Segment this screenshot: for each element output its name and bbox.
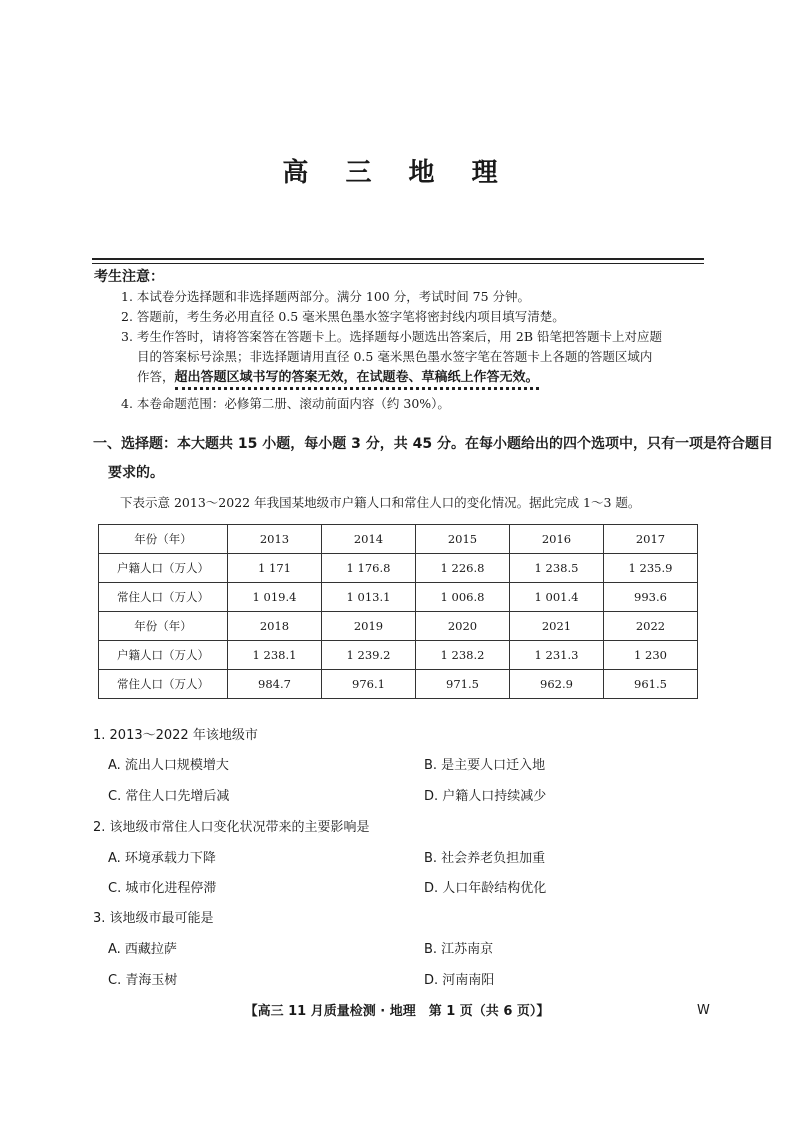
page-title: 高 三 地 理 xyxy=(282,158,512,188)
row-label-cell: 户籍人口（万人） xyxy=(99,554,228,583)
data-cell: 1 176.8 xyxy=(322,554,416,583)
table-row xyxy=(99,525,698,554)
notice-item-3-cont2 xyxy=(137,367,539,388)
data-cell: 984.7 xyxy=(228,670,322,699)
notice-heading: 考生注意： xyxy=(94,269,164,285)
data-cell: 1 013.1 xyxy=(322,583,416,612)
page-footer: 【高三 11 月质量检测 · 地理 第 1 页（共 6 页）】 xyxy=(244,1004,550,1019)
data-cell: 993.6 xyxy=(604,583,698,612)
population-table xyxy=(98,524,698,699)
corner-mark: W xyxy=(697,1003,710,1018)
q3-option-c: C. 青海玉树 xyxy=(108,973,178,988)
q2-option-d: D. 人口年龄结构优化 xyxy=(424,881,547,896)
header-divider-thin xyxy=(92,263,704,264)
notice-item-1: 1. 本试卷分选择题和非选择题两部分。满分 100 分，考试时间 75 分钟。 xyxy=(121,289,531,304)
data-cell: 2022 xyxy=(604,612,698,641)
data-cell: 1 231.3 xyxy=(510,641,604,670)
notice-item-4: 4. 本卷命题范围：必修第二册、滚动前面内容（约 30%）。 xyxy=(121,396,450,411)
data-cell: 1 226.8 xyxy=(416,554,510,583)
table-row xyxy=(99,583,698,612)
data-cell: 1 230 xyxy=(604,641,698,670)
data-cell: 2014 xyxy=(322,525,416,554)
data-cell: 1 019.4 xyxy=(228,583,322,612)
data-cell: 1 239.2 xyxy=(322,641,416,670)
data-cell: 2013 xyxy=(228,525,322,554)
data-cell: 2016 xyxy=(510,525,604,554)
q2-option-a: A. 环境承载力下降 xyxy=(108,851,216,866)
q2-option-b: B. 社会养老负担加重 xyxy=(424,851,546,866)
data-cell: 1 006.8 xyxy=(416,583,510,612)
row-label-cell: 年份（年） xyxy=(99,525,228,554)
data-cell: 961.5 xyxy=(604,670,698,699)
data-cell: 1 238.1 xyxy=(228,641,322,670)
table-row xyxy=(99,641,698,670)
q2-option-c: C. 城市化进程停滞 xyxy=(108,881,217,896)
q1-option-d: D. 户籍人口持续减少 xyxy=(424,789,547,804)
data-cell: 971.5 xyxy=(416,670,510,699)
row-label-cell: 户籍人口（万人） xyxy=(99,641,228,670)
header-divider xyxy=(92,258,704,260)
data-cell: 1 235.9 xyxy=(604,554,698,583)
question-1: 1. 2013～2022 年该地级市 xyxy=(93,728,258,743)
notice-item-3: 3. 考生作答时，请将答案答在答题卡上。选择题每小题选出答案后，用 2B 铅笔把答题卡上对应题 xyxy=(121,329,662,344)
table-row xyxy=(99,670,698,699)
data-cell: 2018 xyxy=(228,612,322,641)
q3-option-d: D. 河南南阳 xyxy=(424,973,495,988)
data-cell: 1 001.4 xyxy=(510,583,604,612)
section-instruction-cont: 要求的。 xyxy=(108,465,164,481)
data-cell: 962.9 xyxy=(510,670,604,699)
notice-item-2: 2. 答题前，考生务必用直径 0.5 毫米黑色墨水签字笔将密封线内项目填写清楚。 xyxy=(121,309,565,324)
data-cell: 1 238.2 xyxy=(416,641,510,670)
data-cell: 976.1 xyxy=(322,670,416,699)
row-label-cell: 常住人口（万人） xyxy=(99,670,228,699)
notice-emphasis: 超出答题区域书写的答案无效，在试题卷、草稿纸上作答无效。 xyxy=(175,370,539,390)
data-cell: 1 171 xyxy=(228,554,322,583)
table-row xyxy=(99,612,698,641)
q1-option-b: B. 是主要人口迁入地 xyxy=(424,758,546,773)
q1-option-c: C. 常住人口先增后减 xyxy=(108,789,230,804)
data-cell: 2015 xyxy=(416,525,510,554)
data-cell: 2020 xyxy=(416,612,510,641)
data-cell: 2019 xyxy=(322,612,416,641)
q3-option-b: B. 江苏南京 xyxy=(424,942,494,957)
row-label-cell: 常住人口（万人） xyxy=(99,583,228,612)
table-intro: 下表示意 2013～2022 年我国某地级市户籍人口和常住人口的变化情况。据此完成 1～3 题。 xyxy=(120,495,641,510)
table-row xyxy=(99,554,698,583)
row-label-cell: 年份（年） xyxy=(99,612,228,641)
data-cell: 2021 xyxy=(510,612,604,641)
data-cell: 1 238.5 xyxy=(510,554,604,583)
q1-option-a: A. 流出人口规模增大 xyxy=(108,758,229,773)
notice-item-3-cont: 目的答案标号涂黑；非选择题请用直径 0.5 毫米黑色墨水签字笔在答题卡上各题的答题区域内 xyxy=(137,349,653,364)
data-cell: 2017 xyxy=(604,525,698,554)
question-2: 2. 该地级市常住人口变化状况带来的主要影响是 xyxy=(93,820,370,835)
section-instruction: 一、选择题：本大题共 15 小题，每小题 3 分，共 45 分。在每小题给出的四个选项中，只有一项是符合题目 xyxy=(93,436,773,452)
q3-option-a: A. 西藏拉萨 xyxy=(108,942,177,957)
question-3: 3. 该地级市最可能是 xyxy=(93,911,214,926)
notice-item-3-prefix: 作答， xyxy=(137,369,175,384)
